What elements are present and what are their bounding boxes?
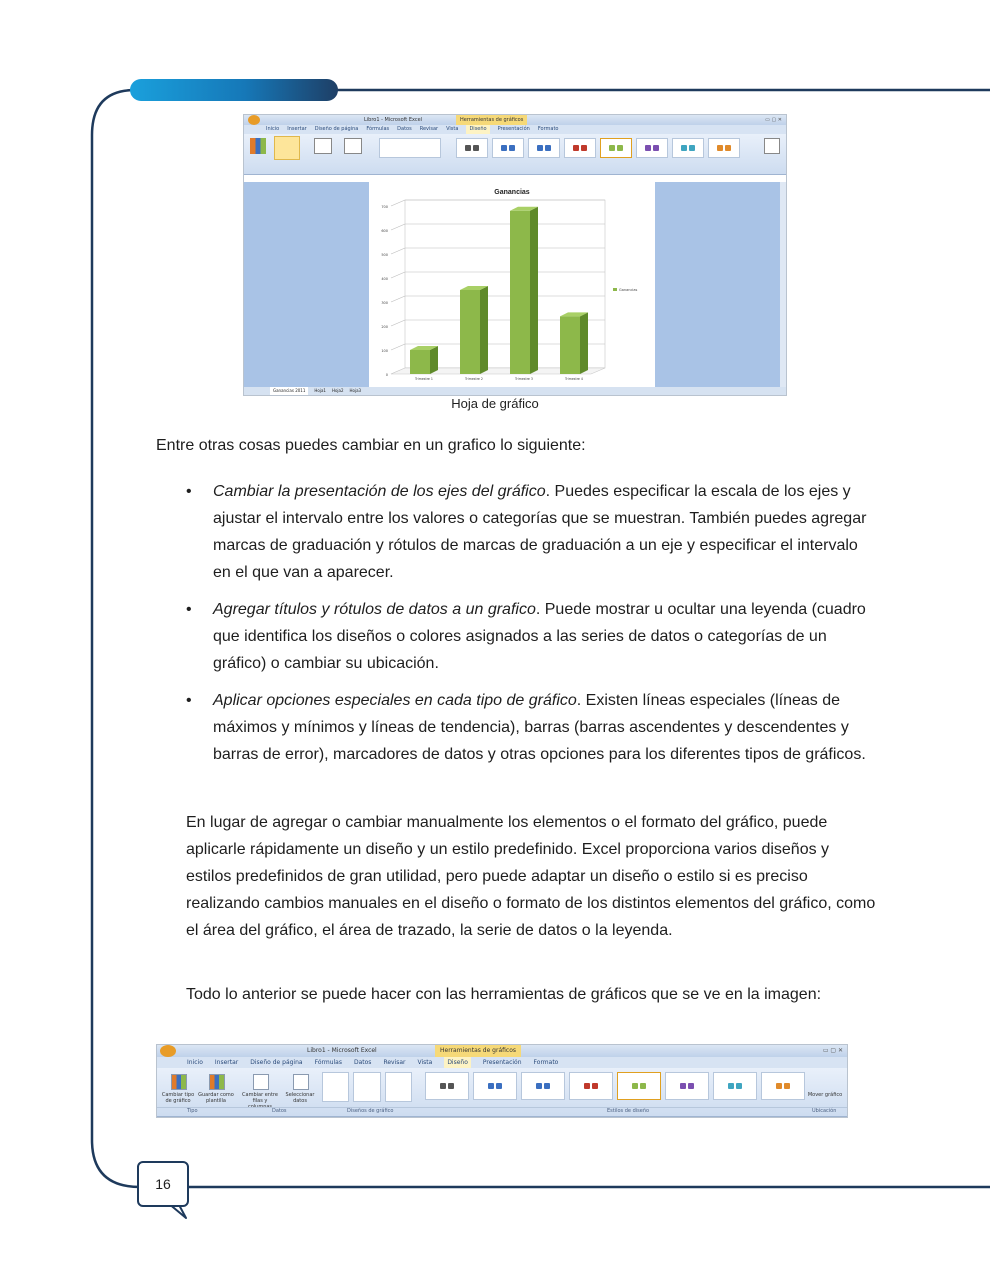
y-tick-label: 200 <box>381 325 388 329</box>
ribbon-panel <box>244 134 786 175</box>
save-template-icon[interactable] <box>274 136 300 160</box>
chart-style-swatch <box>581 145 587 151</box>
gridline-side <box>391 296 405 302</box>
ribbon-button-icon <box>253 1074 269 1090</box>
chart-style-swatch <box>688 1083 694 1089</box>
chart-style-swatch <box>632 1083 638 1089</box>
tab-fórmulas[interactable]: Fórmulas <box>366 126 390 132</box>
body-paragraph-1: En lugar de agregar o cambiar manualmente los elementos o el formato del gráfico, puede aplicarle rápidamente un diseño y un estilo predefinido. Excel proporciona varios diseños y estilos predefinidos de gran utilidad, pero puede adaptar un diseño o estilo si es preciso realizando cambios manuales en el diseño o formato de los distintos elementos del gráfico, como el área del gráfico, el área de trazado, la serie de datos o la leyenda. <box>186 814 876 939</box>
chart-style-swatch <box>536 1083 542 1089</box>
ribbon-group-labels <box>157 1107 847 1116</box>
tab-presentación[interactable]: Presentación <box>497 126 530 132</box>
chart-style-swatch <box>488 1083 494 1089</box>
header-accent-bar <box>130 79 338 101</box>
sheet-tab[interactable]: Hoja1 <box>314 388 326 393</box>
ribbon-button-icon <box>293 1074 309 1090</box>
chart-style-option[interactable] <box>473 1072 517 1100</box>
y-tick-label: 0 <box>385 373 388 377</box>
chart-style-swatch <box>509 145 515 151</box>
chart-style-swatch <box>653 145 659 151</box>
gridline-side <box>391 344 405 350</box>
tab-vista[interactable]: Vista <box>446 126 459 132</box>
body-paragraph-2: Todo lo anterior se puede hacer con las herramientas de gráficos que se ve en la imagen: <box>186 986 822 1003</box>
excel-title-bar-2 <box>157 1045 847 1057</box>
chart-style-swatch <box>545 145 551 151</box>
legend-label: Ganancias <box>619 288 638 292</box>
chart-style-option[interactable] <box>708 138 740 158</box>
ribbon-group-label: Ubicación <box>812 1108 837 1114</box>
x-tick-label: Trimestre 2 <box>465 377 483 381</box>
chart-style-swatch <box>465 145 471 151</box>
tab-vista[interactable]: Vista <box>417 1059 433 1066</box>
chart-style-swatch <box>496 1083 502 1089</box>
chart-style-swatch <box>501 145 507 151</box>
chart-style-swatch <box>609 145 615 151</box>
ribbon-panel-2 <box>157 1068 847 1117</box>
gridline-side <box>391 272 405 278</box>
vertical-scrollbar[interactable] <box>780 182 786 387</box>
tab-diseño-de-página[interactable]: Diseño de página <box>314 126 359 132</box>
options-list <box>186 478 876 778</box>
change-chart-type-icon[interactable] <box>250 138 266 154</box>
chart-style-swatch <box>645 145 651 151</box>
gridline-side <box>391 200 405 206</box>
ribbon-button[interactable]: Seleccionar datos <box>285 1092 315 1104</box>
ribbon-button[interactable]: Cambiar tipo de gráfico <box>161 1092 195 1104</box>
gridline-side <box>391 320 405 326</box>
list-item-lead: Agregar títulos y rótulos de datos a un grafico <box>213 601 536 618</box>
chart-style-swatch <box>440 1083 446 1089</box>
sheet-tabs <box>244 387 787 395</box>
chart-style-swatch <box>717 145 723 151</box>
ribbon-buttons <box>157 1070 843 1110</box>
chart-title: Ganancias <box>494 189 530 196</box>
chart-style-swatch <box>689 145 695 151</box>
list-item-text: . Puede mostrar u ocultar una leyenda (cuadro que identifica los diseños o colores asignados a las series de datos o categorías de un gráfico) o cambiar su ubicación. <box>213 601 866 672</box>
x-tick-label: Trimestre 4 <box>565 377 583 381</box>
chart-style-swatch <box>680 1083 686 1089</box>
list-item <box>186 596 876 677</box>
list-item-lead: Cambiar la presentación de los ejes del gráfico <box>213 483 546 500</box>
office-button-icon[interactable] <box>248 115 260 125</box>
chart-style-swatch <box>728 1083 734 1089</box>
gridline-side <box>391 248 405 254</box>
x-tick-label: Trimestre 3 <box>515 377 533 381</box>
list-item-text: . Existen líneas especiales (líneas de máximos y mínimos y líneas de tendencia), barras (barras ascendentes y descendentes y barras de error), marcadores de datos y otras opciones para los diferentes tipos de gráficos. <box>213 692 866 763</box>
bar <box>410 350 430 374</box>
tab-datos[interactable]: Datos <box>397 126 412 132</box>
tab-inicio[interactable]: Inicio <box>266 126 280 132</box>
tab-fórmulas[interactable]: Fórmulas <box>314 1059 342 1066</box>
chart-style-option[interactable] <box>564 138 596 158</box>
chart-style-option[interactable] <box>600 138 632 158</box>
sheet-tab[interactable]: Hoja2 <box>331 388 344 393</box>
chart-style-option[interactable] <box>456 138 488 158</box>
bar-side <box>430 346 438 374</box>
ribbon-tabs <box>244 125 786 134</box>
chart-style-option[interactable] <box>425 1072 469 1100</box>
chart-style-option[interactable] <box>492 138 524 158</box>
list-item-text: . Puedes especificar la escala de los ejes y ajustar el intervalo entre los valores o categorías que se muestran. También puedes agregar marcas de graduación y rótulos de marcas de graduación a un eje y especificar el intervalo en el que van a aparecer. <box>213 483 867 581</box>
ribbon-group-label: Diseños de gráfico <box>347 1108 394 1114</box>
page-number: 16 <box>137 1161 189 1207</box>
intro-text: Entre otras cosas puedes cambiar en un grafico lo siguiente: <box>156 437 586 454</box>
chart-style-option[interactable] <box>528 138 560 158</box>
chart-style-swatch <box>473 145 479 151</box>
excel-chart-sheet-screenshot <box>243 114 787 396</box>
office-button-icon[interactable] <box>160 1045 176 1057</box>
gridline-side <box>391 224 405 230</box>
bar-side <box>580 312 588 374</box>
tab-presentación[interactable]: Presentación <box>482 1059 522 1066</box>
bar <box>460 290 480 374</box>
bar <box>560 316 580 374</box>
bar-side <box>480 286 488 374</box>
tab-diseño-de-página[interactable]: Diseño de página <box>250 1059 303 1066</box>
tab-inicio[interactable]: Inicio <box>187 1059 203 1066</box>
tab-diseño[interactable]: Diseño <box>466 125 489 134</box>
chart-style-swatch <box>573 145 579 151</box>
y-tick-label: 300 <box>381 301 388 305</box>
window-controls[interactable]: ▭ ▢ ✕ <box>765 117 782 123</box>
chart-style-swatch <box>544 1083 550 1089</box>
ribbon-button[interactable]: Cambiar entre filas y columnas <box>242 1092 278 1110</box>
tab-datos[interactable]: Datos <box>353 1059 372 1066</box>
select-data-icon[interactable] <box>344 138 362 154</box>
chart-style-option[interactable] <box>761 1072 805 1100</box>
excel-ribbon-screenshot <box>156 1044 848 1118</box>
list-item <box>186 478 876 586</box>
move-chart-button[interactable]: Mover gráfico <box>807 1092 843 1098</box>
bar-chart[interactable] <box>369 182 655 388</box>
tab-insertar[interactable]: Insertar <box>214 1059 239 1066</box>
x-tick-label: Trimestre 1 <box>415 377 433 381</box>
ribbon-button[interactable]: Guardar como plantilla <box>198 1092 234 1104</box>
chart-style-swatch <box>725 145 731 151</box>
y-tick-label: 100 <box>381 349 388 353</box>
chart-sheet-area <box>244 182 786 387</box>
chart-style-option[interactable] <box>521 1072 565 1100</box>
bar <box>510 211 530 374</box>
chart-style-option[interactable] <box>617 1072 661 1100</box>
y-tick-label: 500 <box>381 253 388 257</box>
tab-insertar[interactable]: Insertar <box>287 126 307 132</box>
y-tick-label: 700 <box>381 205 388 209</box>
ribbon-group-label: Tipo <box>187 1108 198 1114</box>
window-title: Libro1 - Microsoft Excel <box>307 1047 377 1054</box>
chart-style-swatch <box>784 1083 790 1089</box>
bar-side <box>530 207 538 374</box>
y-tick-label: 400 <box>381 277 388 281</box>
chart-layouts-gallery[interactable] <box>379 138 441 158</box>
list-item <box>186 687 876 768</box>
tab-revisar[interactable]: Revisar <box>419 126 439 132</box>
chart-style-option[interactable] <box>713 1072 757 1100</box>
tab-formato[interactable]: Formato <box>537 126 559 132</box>
ribbon-button-icon <box>209 1074 225 1090</box>
chart-style-swatch <box>681 145 687 151</box>
chart-style-option[interactable] <box>672 138 704 158</box>
chart-style-swatch <box>640 1083 646 1089</box>
switch-rows-columns-icon[interactable] <box>314 138 332 154</box>
chart-styles-gallery-2 <box>425 1072 805 1100</box>
ribbon-group-label: Estilos de diseño <box>607 1108 650 1114</box>
chart-style-swatch <box>736 1083 742 1089</box>
chart-style-option[interactable] <box>569 1072 613 1100</box>
ribbon-button-icon <box>171 1074 187 1090</box>
context-title: Herramientas de gráficos <box>456 115 527 125</box>
sheet-tab[interactable]: Ganancias 2011 <box>270 387 308 395</box>
legend-swatch <box>613 288 617 291</box>
chart-style-swatch <box>776 1083 782 1089</box>
chart-style-swatch <box>537 145 543 151</box>
window-controls[interactable]: ▭ ▢ ✕ <box>822 1047 843 1054</box>
move-chart-icon[interactable] <box>764 138 780 154</box>
chart-style-swatch <box>617 145 623 151</box>
tab-diseño[interactable]: Diseño <box>444 1057 471 1068</box>
chart-style-swatch <box>448 1083 454 1089</box>
chart-style-option[interactable] <box>665 1072 709 1100</box>
y-tick-label: 600 <box>381 229 388 233</box>
chart-styles-gallery <box>456 138 740 158</box>
tab-revisar[interactable]: Revisar <box>383 1059 406 1066</box>
excel-title-bar <box>244 115 786 125</box>
chart-style-swatch <box>584 1083 590 1089</box>
window-title: Libro1 - Microsoft Excel <box>364 117 423 123</box>
figure1-caption: Hoja de gráfico <box>451 396 539 411</box>
ribbon-group-label: Datos <box>272 1108 287 1114</box>
chart-layouts-gallery-2[interactable] <box>322 1072 412 1102</box>
sheet-tab[interactable]: Hoja3 <box>349 388 362 393</box>
tab-formato[interactable]: Formato <box>533 1059 559 1066</box>
context-title: Herramientas de gráficos <box>435 1045 521 1057</box>
ribbon-tabs-2 <box>157 1057 847 1068</box>
list-item-lead: Aplicar opciones especiales en cada tipo de gráfico <box>213 692 577 709</box>
chart-style-swatch <box>592 1083 598 1089</box>
chart-style-option[interactable] <box>636 138 668 158</box>
